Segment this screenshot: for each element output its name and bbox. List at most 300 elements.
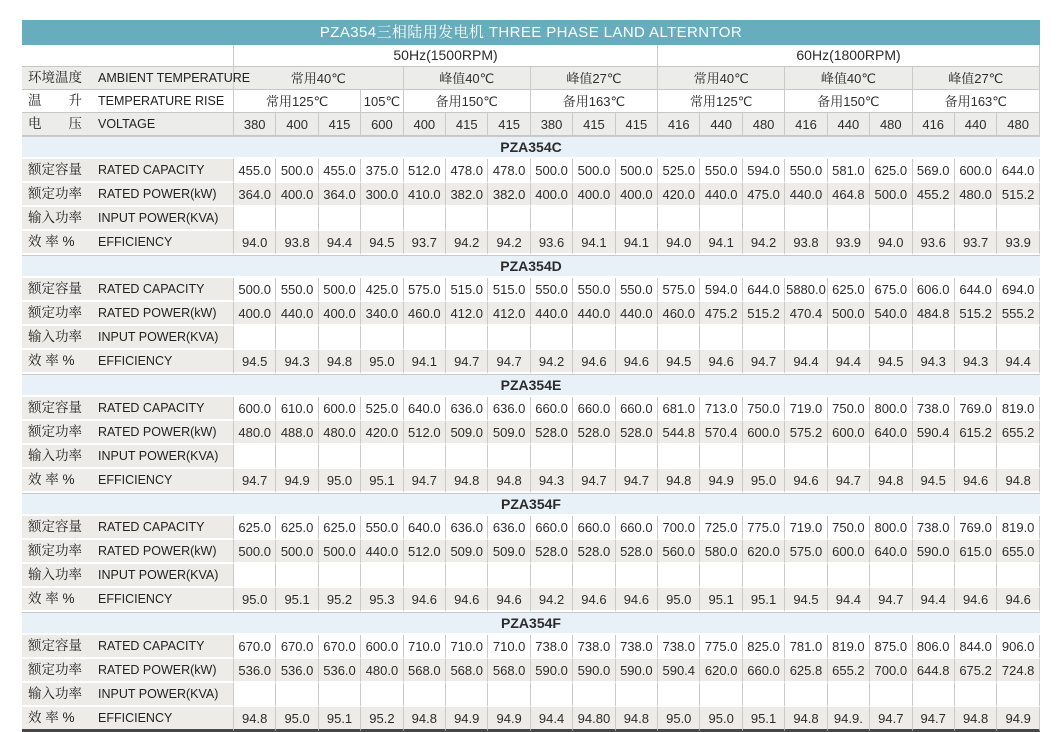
data-cell: 560.0	[658, 540, 700, 564]
data-cell: 94.4	[828, 588, 870, 612]
data-cell: 94.7	[616, 469, 658, 493]
data-cell: 590.0	[616, 659, 658, 683]
temp-rise-header: 备用163℃	[913, 90, 1041, 113]
data-cell	[531, 326, 573, 350]
data-cell	[870, 207, 912, 231]
data-cell: 94.2	[743, 231, 785, 255]
data-cell: 94.7	[488, 350, 530, 374]
row-label-en: EFFICIENCY	[98, 711, 173, 725]
data-cell: 94.8	[488, 469, 530, 493]
data-cell: 536.0	[276, 659, 318, 683]
row-label-en: TEMPERATURE RISE	[98, 94, 225, 108]
data-cell: 590.0	[573, 659, 615, 683]
row-label-cn: 额定容量	[28, 638, 82, 653]
voltage-cell: 480	[743, 113, 785, 136]
data-cell: 94.6	[785, 469, 827, 493]
data-cell: 500.0	[573, 159, 615, 183]
data-cell: 425.0	[361, 278, 403, 302]
data-cell	[743, 683, 785, 707]
data-cell: 94.3	[531, 469, 573, 493]
data-cell	[319, 564, 361, 588]
data-cell: 94.80	[573, 707, 615, 732]
row-label	[22, 516, 234, 540]
data-cell: 819.0	[997, 516, 1040, 540]
data-cell: 94.1	[700, 231, 742, 255]
data-cell: 94.9	[700, 469, 742, 493]
data-cell	[361, 207, 403, 231]
row-label	[22, 683, 234, 707]
data-cell: 94.4	[913, 588, 955, 612]
data-cell: 660.0	[573, 397, 615, 421]
data-cell	[700, 683, 742, 707]
row-label-en: EFFICIENCY	[98, 235, 173, 249]
data-cell: 700.0	[870, 659, 912, 683]
row-label-en: AMBIENT TEMPERATURE	[98, 71, 251, 85]
data-cell: 440.0	[531, 302, 573, 326]
data-cell: 94.5	[234, 350, 276, 374]
data-cell: 5880.0	[785, 278, 827, 302]
data-cell: 382.0	[446, 183, 488, 207]
voltage-cell: 416	[785, 113, 827, 136]
row-label-en: INPUT POWER(KVA)	[98, 211, 219, 225]
data-cell	[573, 207, 615, 231]
data-cell	[404, 326, 446, 350]
data-cell	[446, 207, 488, 231]
row-label	[22, 540, 234, 564]
data-cell: 719.0	[785, 397, 827, 421]
voltage-cell: 400	[404, 113, 446, 136]
data-cell	[234, 445, 276, 469]
data-cell: 94.5	[361, 231, 403, 255]
data-cell: 528.0	[616, 421, 658, 445]
data-cell: 713.0	[700, 397, 742, 421]
data-cell: 738.0	[913, 516, 955, 540]
row-label-en: RATED CAPACITY	[98, 639, 205, 653]
data-cell: 640.0	[404, 397, 446, 421]
data-cell: 610.0	[276, 397, 318, 421]
data-cell: 644.0	[997, 159, 1040, 183]
data-cell: 819.0	[997, 397, 1040, 421]
data-cell	[361, 564, 403, 588]
data-cell	[276, 445, 318, 469]
row-label-cn: 电 压	[28, 116, 82, 131]
data-cell: 94.8	[955, 707, 997, 732]
data-cell	[658, 564, 700, 588]
data-cell: 655.0	[997, 540, 1040, 564]
section-title: PZA354C	[22, 136, 1040, 159]
data-cell: 570.4	[700, 421, 742, 445]
data-cell: 94.7	[870, 588, 912, 612]
data-cell: 94.6	[997, 588, 1040, 612]
data-cell	[997, 564, 1040, 588]
data-cell: 600.0	[319, 397, 361, 421]
data-cell: 528.0	[531, 421, 573, 445]
data-cell	[955, 326, 997, 350]
row-label-cn: 效 率 %	[28, 353, 75, 368]
row-label-cn: 输入功率	[28, 210, 82, 225]
data-cell: 600.0	[955, 159, 997, 183]
row-label-en: RATED POWER(kW)	[98, 425, 217, 439]
voltage-cell: 600	[361, 113, 403, 136]
data-cell: 550.0	[700, 159, 742, 183]
data-cell	[276, 207, 318, 231]
temp-rise-header: 常用125℃	[658, 90, 785, 113]
data-cell	[404, 445, 446, 469]
data-cell	[446, 683, 488, 707]
data-cell	[488, 207, 530, 231]
data-cell: 625.0	[870, 159, 912, 183]
data-cell: 94.6	[616, 350, 658, 374]
data-cell: 512.0	[404, 421, 446, 445]
data-cell: 480.0	[361, 659, 403, 683]
data-cell: 475.0	[743, 183, 785, 207]
data-cell: 455.0	[234, 159, 276, 183]
data-cell	[913, 564, 955, 588]
data-cell	[870, 683, 912, 707]
data-cell: 636.0	[488, 516, 530, 540]
data-cell: 94.6	[573, 588, 615, 612]
row-label-cn: 输入功率	[28, 329, 82, 344]
row-label-cn: 额定容量	[28, 162, 82, 177]
data-cell: 412.0	[446, 302, 488, 326]
data-cell: 94.6	[955, 469, 997, 493]
data-cell: 94.9	[446, 707, 488, 732]
row-label-cn: 效 率 %	[28, 591, 75, 606]
data-cell: 94.1	[573, 231, 615, 255]
temp-rise-header: 105℃	[361, 90, 403, 113]
voltage-cell: 415	[616, 113, 658, 136]
data-cell: 94.7	[446, 350, 488, 374]
data-cell: 500.0	[531, 159, 573, 183]
data-cell	[955, 445, 997, 469]
data-cell	[319, 207, 361, 231]
voltage-cell: 416	[658, 113, 700, 136]
data-cell: 94.8	[785, 707, 827, 732]
data-cell: 515.0	[488, 278, 530, 302]
data-cell: 670.0	[319, 635, 361, 659]
data-cell: 644.0	[743, 278, 785, 302]
data-cell: 660.0	[573, 516, 615, 540]
data-cell: 94.6	[446, 588, 488, 612]
data-cell	[361, 326, 403, 350]
row-label-cn: 额定容量	[28, 281, 82, 296]
data-cell	[658, 326, 700, 350]
data-cell: 95.0	[743, 469, 785, 493]
data-cell: 819.0	[828, 635, 870, 659]
ambient-temp-header: 峰值40℃	[404, 67, 531, 90]
data-cell	[828, 326, 870, 350]
data-cell: 94.6	[488, 588, 530, 612]
data-cell	[785, 683, 827, 707]
data-cell: 94.1	[616, 231, 658, 255]
data-cell: 569.0	[913, 159, 955, 183]
data-cell: 615.0	[955, 540, 997, 564]
data-cell: 575.0	[404, 278, 446, 302]
section-title: PZA354D	[22, 255, 1040, 278]
data-cell: 644.8	[913, 659, 955, 683]
data-cell	[828, 207, 870, 231]
data-cell: 590.4	[658, 659, 700, 683]
data-cell: 512.0	[404, 540, 446, 564]
data-cell: 550.0	[573, 278, 615, 302]
data-cell	[488, 564, 530, 588]
data-cell: 440.0	[276, 302, 318, 326]
data-cell: 94.7	[234, 469, 276, 493]
data-cell: 580.0	[700, 540, 742, 564]
data-cell: 509.0	[446, 540, 488, 564]
row-label	[22, 469, 234, 493]
row-label-cn: 效 率 %	[28, 710, 75, 725]
data-cell: 769.0	[955, 516, 997, 540]
row-label	[22, 278, 234, 302]
data-cell: 94.9.	[828, 707, 870, 732]
voltage-cell: 480	[997, 113, 1040, 136]
data-cell: 470.4	[785, 302, 827, 326]
data-cell: 550.0	[785, 159, 827, 183]
data-cell	[276, 683, 318, 707]
data-cell: 544.8	[658, 421, 700, 445]
row-label-cn: 温 升	[28, 93, 82, 108]
data-cell: 600.0	[361, 635, 403, 659]
data-cell: 825.0	[743, 635, 785, 659]
row-label-cn: 效 率 %	[28, 234, 75, 249]
data-cell: 93.8	[785, 231, 827, 255]
data-cell: 94.2	[531, 588, 573, 612]
data-cell: 750.0	[828, 516, 870, 540]
data-cell	[234, 326, 276, 350]
data-cell: 500.0	[234, 540, 276, 564]
data-cell: 94.5	[913, 469, 955, 493]
row-label-cn: 额定功率	[28, 424, 82, 439]
data-cell	[319, 326, 361, 350]
data-cell	[234, 683, 276, 707]
data-cell	[361, 445, 403, 469]
data-cell: 620.0	[700, 659, 742, 683]
voltage-cell: 416	[913, 113, 955, 136]
row-label-en: INPUT POWER(KVA)	[98, 568, 219, 582]
data-cell	[743, 564, 785, 588]
data-cell: 710.0	[404, 635, 446, 659]
data-cell: 382.0	[488, 183, 530, 207]
corner-cell	[22, 45, 234, 67]
data-cell	[658, 207, 700, 231]
data-cell: 640.0	[870, 421, 912, 445]
row-label-en: RATED CAPACITY	[98, 401, 205, 415]
row-label	[22, 445, 234, 469]
data-cell	[828, 683, 870, 707]
data-cell: 94.1	[404, 350, 446, 374]
data-cell: 400.0	[531, 183, 573, 207]
row-label-cn: 输入功率	[28, 686, 82, 701]
data-cell: 625.0	[234, 516, 276, 540]
data-cell: 94.0	[658, 231, 700, 255]
data-cell	[913, 445, 955, 469]
data-cell: 95.0	[700, 707, 742, 732]
data-cell: 806.0	[913, 635, 955, 659]
row-label	[22, 588, 234, 612]
data-cell: 694.0	[997, 278, 1040, 302]
data-cell: 478.0	[446, 159, 488, 183]
data-cell	[997, 683, 1040, 707]
voltage-cell: 415	[446, 113, 488, 136]
section-title: PZA354F	[22, 493, 1040, 516]
data-cell: 636.0	[446, 397, 488, 421]
row-label	[22, 326, 234, 350]
data-cell: 670.0	[234, 635, 276, 659]
data-cell: 660.0	[743, 659, 785, 683]
data-cell: 515.2	[743, 302, 785, 326]
data-cell	[446, 326, 488, 350]
spec-table	[22, 45, 1040, 732]
data-cell: 500.0	[828, 302, 870, 326]
data-cell: 606.0	[913, 278, 955, 302]
data-cell: 781.0	[785, 635, 827, 659]
data-cell: 660.0	[531, 516, 573, 540]
data-cell: 95.0	[658, 707, 700, 732]
row-label-cn: 效 率 %	[28, 472, 75, 487]
data-cell: 300.0	[361, 183, 403, 207]
data-cell	[700, 445, 742, 469]
data-cell: 93.7	[955, 231, 997, 255]
data-cell: 625.0	[828, 278, 870, 302]
data-cell	[785, 564, 827, 588]
data-cell: 94.4	[828, 350, 870, 374]
data-cell: 615.2	[955, 421, 997, 445]
data-cell: 509.0	[488, 421, 530, 445]
data-cell: 500.0	[319, 278, 361, 302]
row-label	[22, 707, 234, 732]
data-cell: 600.0	[234, 397, 276, 421]
data-cell: 94.8	[404, 707, 446, 732]
data-cell	[870, 326, 912, 350]
data-cell: 94.7	[828, 469, 870, 493]
data-cell	[616, 445, 658, 469]
ambient-temp-header: 常用40℃	[658, 67, 785, 90]
row-label-en: INPUT POWER(KVA)	[98, 449, 219, 463]
data-cell: 675.0	[870, 278, 912, 302]
data-cell: 94.4	[997, 350, 1040, 374]
data-cell: 515.0	[446, 278, 488, 302]
data-cell: 94.0	[870, 231, 912, 255]
data-cell: 620.0	[743, 540, 785, 564]
row-label-cn: 环境温度	[28, 70, 82, 85]
data-cell	[785, 445, 827, 469]
data-cell: 675.2	[955, 659, 997, 683]
data-cell: 500.0	[870, 183, 912, 207]
row-label	[22, 421, 234, 445]
data-cell: 525.0	[361, 397, 403, 421]
data-cell: 636.0	[446, 516, 488, 540]
data-cell: 94.2	[531, 350, 573, 374]
data-cell: 681.0	[658, 397, 700, 421]
data-cell: 94.6	[404, 588, 446, 612]
data-cell	[446, 445, 488, 469]
data-cell: 340.0	[361, 302, 403, 326]
data-cell: 710.0	[488, 635, 530, 659]
data-cell: 93.9	[997, 231, 1040, 255]
data-cell: 568.0	[446, 659, 488, 683]
data-cell: 95.2	[319, 588, 361, 612]
data-cell: 515.2	[955, 302, 997, 326]
data-cell: 364.0	[234, 183, 276, 207]
data-cell: 625.8	[785, 659, 827, 683]
data-cell: 625.0	[276, 516, 318, 540]
data-cell: 420.0	[658, 183, 700, 207]
data-cell: 94.4	[319, 231, 361, 255]
voltage-cell: 415	[319, 113, 361, 136]
row-label	[22, 397, 234, 421]
data-cell: 640.0	[404, 516, 446, 540]
data-cell: 575.0	[785, 540, 827, 564]
row-label-en: INPUT POWER(KVA)	[98, 330, 219, 344]
voltage-cell: 415	[573, 113, 615, 136]
data-cell: 464.8	[828, 183, 870, 207]
data-cell: 550.0	[276, 278, 318, 302]
data-cell: 906.0	[997, 635, 1040, 659]
row-label-cn: 额定功率	[28, 305, 82, 320]
data-cell: 500.0	[319, 540, 361, 564]
row-label-en: RATED CAPACITY	[98, 163, 205, 177]
data-cell: 594.0	[743, 159, 785, 183]
data-cell: 500.0	[276, 159, 318, 183]
data-cell	[616, 683, 658, 707]
row-label-en: RATED POWER(kW)	[98, 306, 217, 320]
data-cell	[488, 445, 530, 469]
data-cell: 660.0	[616, 516, 658, 540]
data-cell: 528.0	[573, 421, 615, 445]
temp-rise-header: 备用163℃	[531, 90, 658, 113]
data-cell: 575.0	[658, 278, 700, 302]
data-cell: 400.0	[234, 302, 276, 326]
data-cell: 875.0	[870, 635, 912, 659]
data-cell: 94.9	[276, 469, 318, 493]
data-cell: 640.0	[870, 540, 912, 564]
data-cell: 568.0	[488, 659, 530, 683]
data-cell: 500.0	[276, 540, 318, 564]
data-cell: 364.0	[319, 183, 361, 207]
data-cell: 528.0	[573, 540, 615, 564]
data-cell: 590.4	[913, 421, 955, 445]
data-cell: 500.0	[234, 278, 276, 302]
data-cell	[658, 445, 700, 469]
data-cell	[870, 445, 912, 469]
data-cell: 460.0	[404, 302, 446, 326]
data-cell	[955, 683, 997, 707]
data-cell: 500.0	[616, 159, 658, 183]
data-cell: 600.0	[828, 421, 870, 445]
data-cell: 738.0	[913, 397, 955, 421]
data-cell: 724.8	[997, 659, 1040, 683]
data-cell: 528.0	[616, 540, 658, 564]
data-cell: 480.0	[234, 421, 276, 445]
data-cell: 94.4	[531, 707, 573, 732]
data-cell	[319, 683, 361, 707]
row-label	[22, 564, 234, 588]
data-cell: 488.0	[276, 421, 318, 445]
data-cell: 440.0	[573, 302, 615, 326]
data-cell: 750.0	[743, 397, 785, 421]
data-cell: 590.0	[531, 659, 573, 683]
data-cell: 636.0	[488, 397, 530, 421]
data-cell: 93.6	[531, 231, 573, 255]
spec-sheet	[22, 20, 1040, 732]
data-cell: 440.0	[361, 540, 403, 564]
data-cell: 478.0	[488, 159, 530, 183]
voltage-cell: 415	[488, 113, 530, 136]
section-title: PZA354E	[22, 374, 1040, 397]
data-cell: 94.6	[573, 350, 615, 374]
data-cell: 94.8	[446, 469, 488, 493]
